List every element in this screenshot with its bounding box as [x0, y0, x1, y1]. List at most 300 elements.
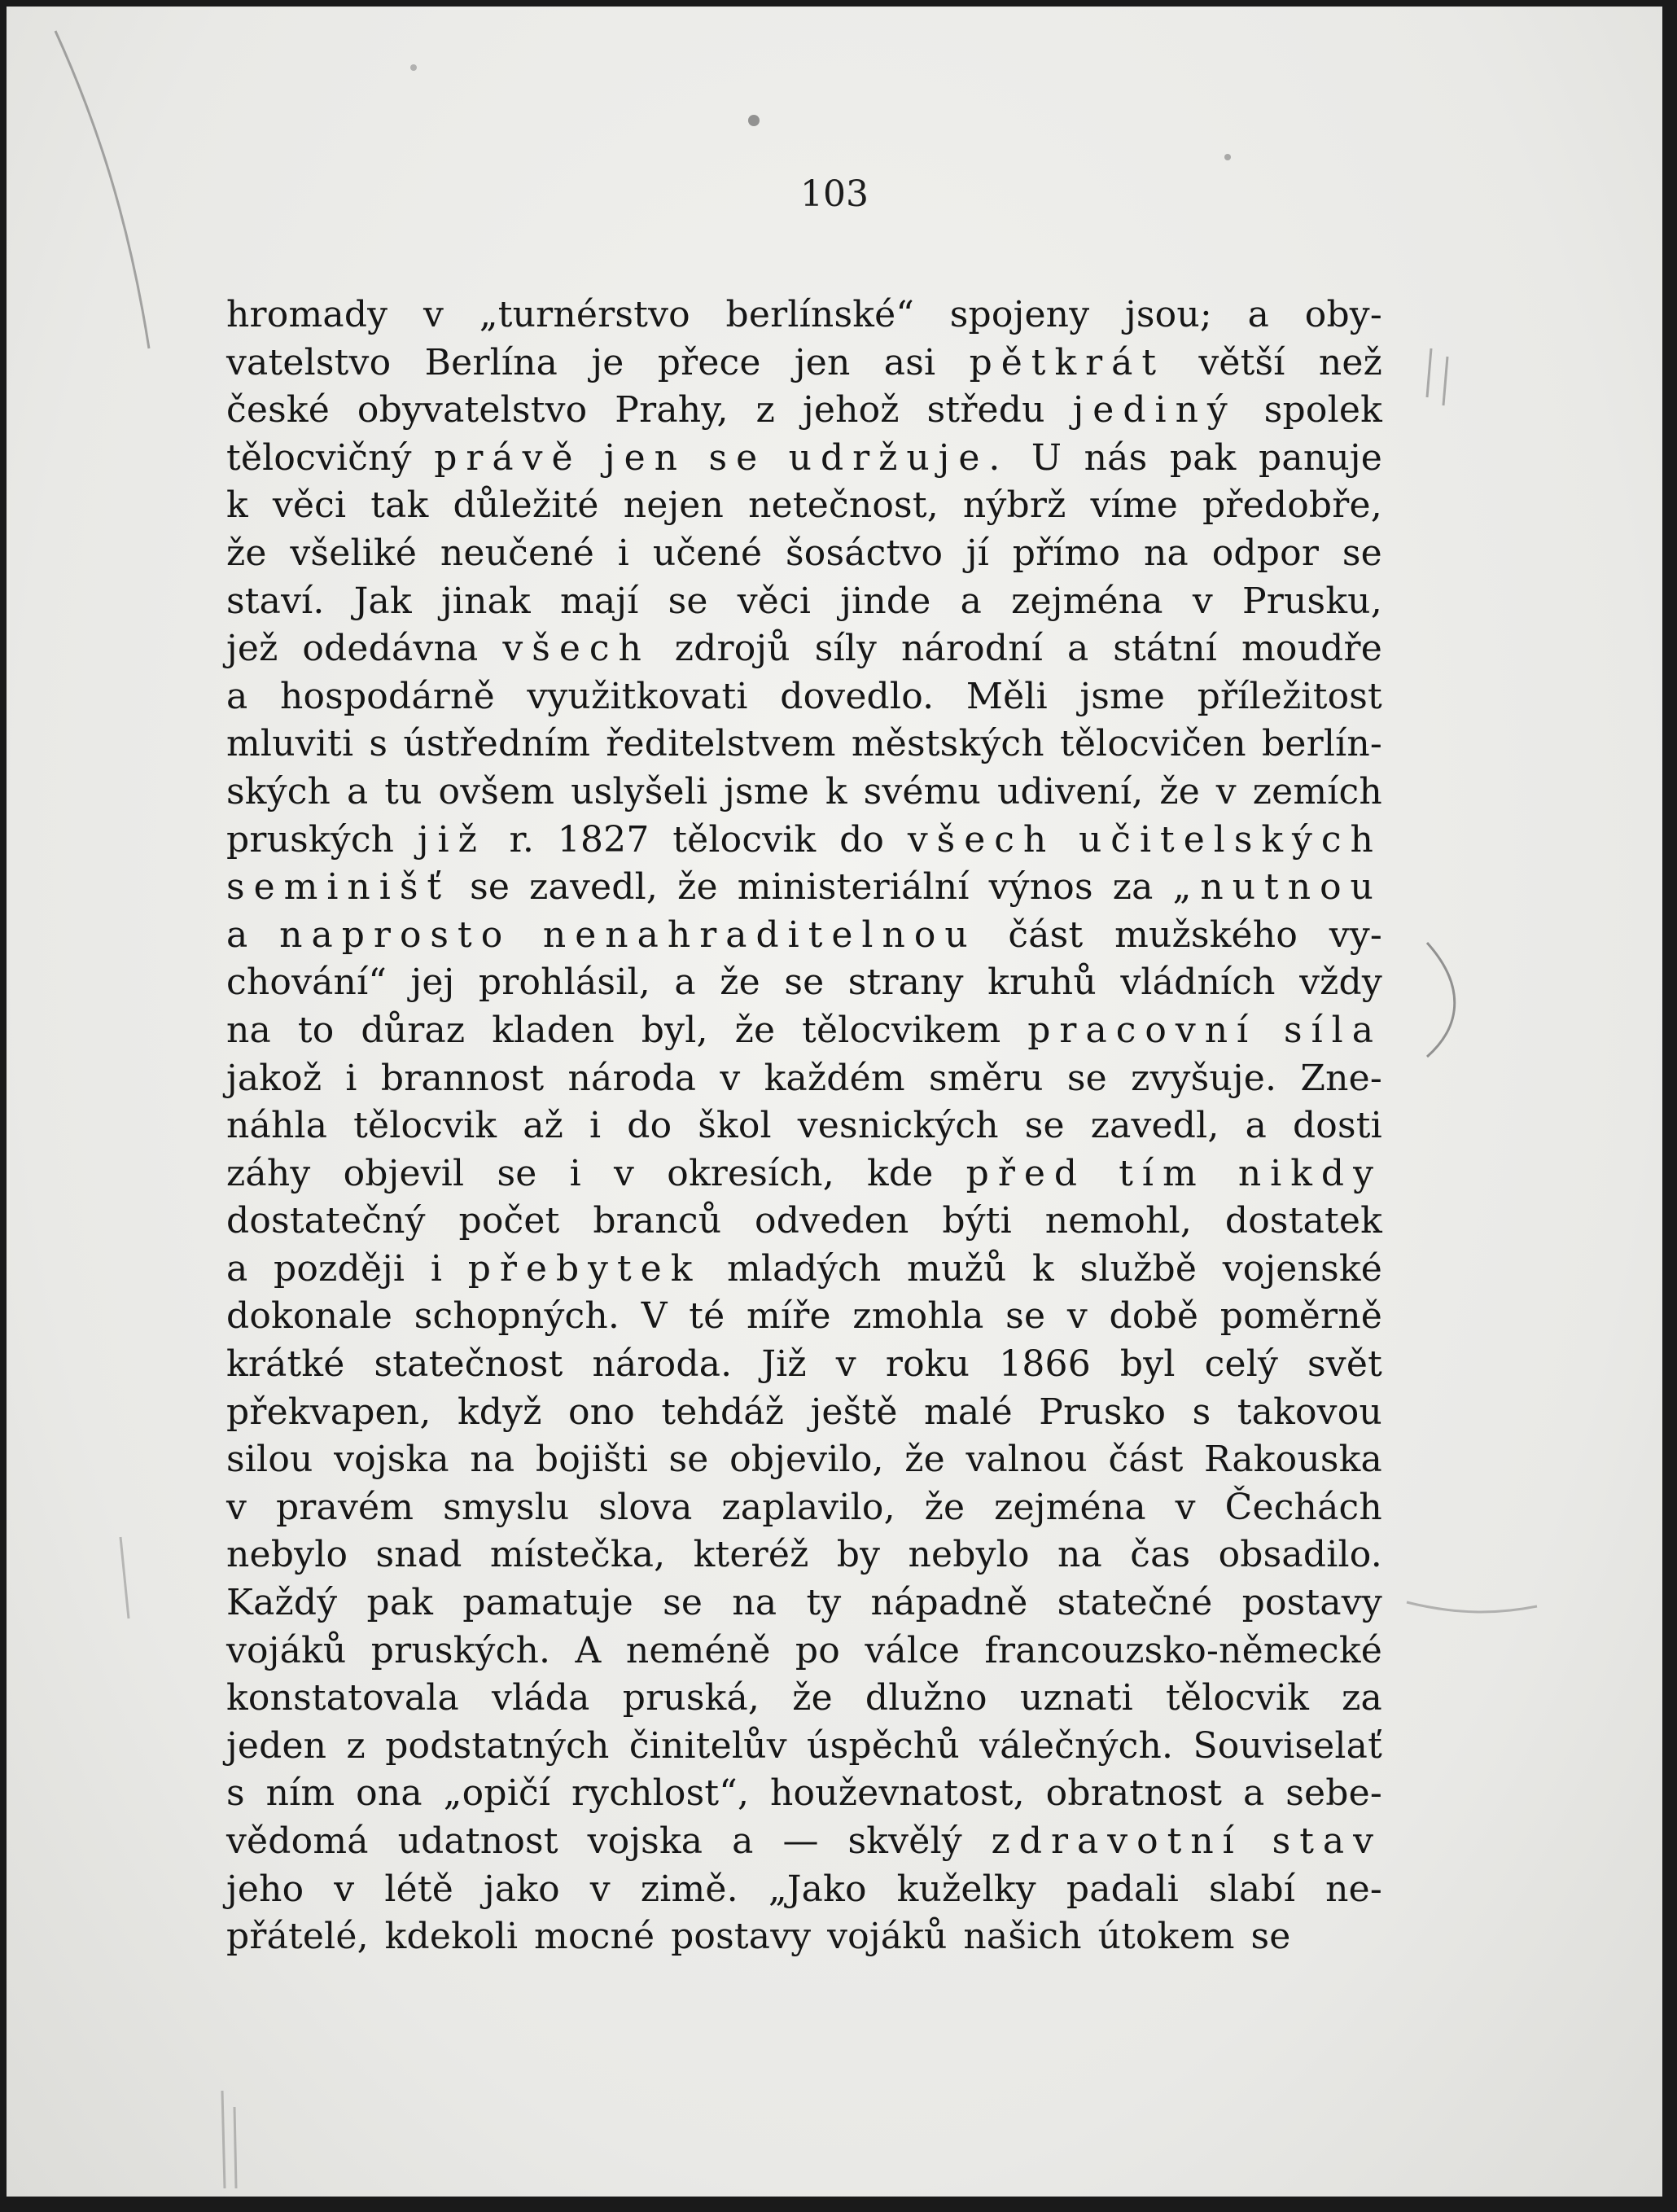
word: ty [806, 1582, 842, 1624]
word: v [423, 294, 444, 335]
word: jen [604, 436, 687, 479]
word: nikdy [1237, 1152, 1382, 1194]
word: dosti [1292, 1105, 1382, 1147]
word: se [784, 961, 825, 1004]
text-line [226, 1150, 1382, 1198]
word: byl, [641, 1009, 708, 1051]
text-line [226, 1389, 1382, 1437]
word: že [904, 1439, 945, 1481]
word: panuje [1259, 436, 1382, 479]
word: mužů [907, 1247, 1007, 1290]
word: byl [1119, 1343, 1176, 1386]
word: a [1245, 1105, 1267, 1147]
word: kdekoli [384, 1916, 519, 1958]
word: škol [698, 1105, 772, 1147]
word: a [1247, 294, 1270, 335]
word: mluviti [226, 723, 354, 765]
word: silou [226, 1439, 313, 1481]
word: zvyšuje. [1131, 1057, 1277, 1099]
text-line [226, 1770, 1382, 1818]
word: míře [747, 1295, 831, 1338]
word: Každý [226, 1582, 338, 1624]
word: že [792, 1677, 833, 1719]
word: válce [865, 1629, 961, 1671]
word: jí [965, 532, 990, 574]
word: Rakouska [1204, 1439, 1382, 1481]
word: skvělý [847, 1820, 962, 1862]
word: jež [226, 628, 278, 670]
word: neméně [625, 1629, 771, 1671]
word: nás [1084, 436, 1148, 479]
word: A [575, 1629, 602, 1671]
word: obratnost [1045, 1772, 1223, 1815]
word: odedávna [302, 628, 479, 670]
word: a [226, 1247, 248, 1290]
word: k [825, 770, 847, 813]
word: se [1250, 1916, 1291, 1958]
word: v [1192, 580, 1213, 622]
text-line [226, 1531, 1382, 1579]
word: až [523, 1105, 564, 1147]
word: kuželky [896, 1868, 1036, 1910]
word: Prusko [1039, 1391, 1167, 1433]
word: nápadně [870, 1582, 1028, 1624]
word: věci [737, 580, 812, 622]
word: za [1112, 866, 1154, 909]
word: právě [434, 436, 582, 479]
word: středu [926, 389, 1045, 431]
word: snad [375, 1534, 462, 1576]
word: i [345, 1057, 357, 1099]
text-line [226, 625, 1382, 673]
text-line [226, 1007, 1382, 1055]
word: 1827 [557, 818, 650, 861]
word: využitkovati [527, 675, 748, 717]
word: Berlína [424, 341, 558, 383]
word: létě [384, 1868, 453, 1910]
word: a [960, 580, 983, 622]
word: jakož [226, 1057, 322, 1099]
word: jeden [226, 1724, 327, 1767]
word: postavy [1241, 1582, 1382, 1624]
word: záhy [226, 1152, 311, 1194]
word: zmohla [852, 1295, 984, 1338]
word: když [457, 1391, 542, 1433]
word: v [1066, 1295, 1088, 1338]
word: ústředním [403, 723, 591, 765]
word: vládních [1120, 961, 1276, 1004]
word: rychlost“, [571, 1772, 750, 1815]
word: krátké [226, 1343, 345, 1386]
word: ředitelstvem [606, 723, 836, 765]
word: a [732, 1820, 754, 1862]
word: za [1342, 1677, 1382, 1719]
word: brannost [380, 1057, 545, 1099]
word: po [795, 1629, 840, 1671]
word: přebytek [467, 1247, 702, 1290]
word: „nutnou [1172, 866, 1382, 909]
word: dovedlo. [780, 675, 935, 717]
word: jen [794, 341, 851, 383]
word: udržuje. [788, 436, 1009, 479]
word: svět [1307, 1343, 1382, 1386]
word: šosáctvo [785, 532, 944, 574]
word: předobře, [1202, 484, 1382, 527]
word: Zne- [1300, 1057, 1382, 1099]
word: i [430, 1247, 443, 1290]
word: pětkrát [969, 341, 1166, 383]
word: ovšem [438, 770, 555, 813]
word: hospodárně [279, 675, 495, 717]
word: by [836, 1534, 881, 1576]
text-line [226, 339, 1382, 388]
word: „opičí [443, 1772, 551, 1815]
word: odveden [755, 1200, 909, 1242]
word: pamatuje [462, 1582, 633, 1624]
word: přece [657, 341, 761, 383]
word: a [226, 675, 248, 717]
word: jsou; [1125, 294, 1212, 335]
word: pravém [275, 1486, 414, 1528]
word: netečnost, [748, 484, 939, 527]
word: tělocvik [353, 1105, 497, 1147]
word: všech [907, 818, 1056, 861]
word: ministeriální [737, 866, 970, 909]
word: kde [867, 1152, 934, 1194]
text-line [226, 1675, 1382, 1723]
word: vojáků [226, 1629, 347, 1671]
word: učené [652, 532, 763, 574]
word: věci [272, 484, 347, 527]
word: uznati [1019, 1677, 1133, 1719]
word: dostatek [1224, 1200, 1382, 1242]
scanned-page [7, 7, 1662, 2197]
word: naprosto [279, 913, 512, 956]
word: že [720, 961, 760, 1004]
word: seminišť [226, 866, 451, 909]
word: mají [560, 580, 639, 622]
word: tím [1119, 1152, 1206, 1194]
word: úspěchů [807, 1724, 960, 1767]
word: to [297, 1009, 335, 1051]
text-line [226, 291, 1382, 339]
word: z [346, 1724, 366, 1767]
word: se [1024, 1105, 1065, 1147]
word: Jak [353, 580, 412, 622]
word: „Jako [768, 1868, 867, 1910]
text-line [226, 1913, 1382, 1961]
word: se [708, 436, 767, 479]
word: staví. [226, 580, 325, 622]
word: pak [1169, 436, 1237, 479]
word: i [617, 532, 630, 574]
word: konstatovala [226, 1677, 459, 1719]
text-line [226, 1246, 1382, 1294]
word: vědomá [226, 1820, 369, 1862]
word: síla [1284, 1009, 1382, 1051]
word: jako [483, 1868, 560, 1910]
word: nemohl, [1044, 1200, 1193, 1242]
word: schopných. [414, 1295, 620, 1338]
word: české [226, 389, 330, 431]
word: víme [1090, 484, 1178, 527]
word: padali [1066, 1868, 1179, 1910]
word: — [782, 1820, 819, 1862]
text-line [226, 1436, 1382, 1484]
page-number: 103 [800, 173, 869, 215]
word: malé [923, 1391, 1013, 1433]
word: nebylo [908, 1534, 1030, 1576]
word: ona [356, 1772, 423, 1815]
word: že [924, 1486, 965, 1528]
word: státní [1113, 628, 1218, 670]
word: učitelských [1078, 818, 1382, 861]
word: „turnérstvo [479, 294, 690, 335]
text-line [226, 1293, 1382, 1341]
word: že [226, 532, 267, 574]
word: v [589, 1868, 611, 1910]
word: spolek [1263, 389, 1382, 431]
word: stav [1272, 1820, 1382, 1862]
word: jehož [803, 389, 900, 431]
word: našich [963, 1916, 1082, 1958]
word: důraz [361, 1009, 466, 1051]
word: v [614, 1152, 635, 1194]
word: jediný [1072, 389, 1237, 431]
word: sebe- [1285, 1772, 1382, 1815]
word: spojeny [949, 294, 1090, 335]
word: udatnost [397, 1820, 558, 1862]
word: francouzsko-německé [984, 1629, 1382, 1671]
word: houževnatost, [769, 1772, 1025, 1815]
word: vy- [1329, 913, 1382, 956]
word: Čechách [1224, 1486, 1382, 1528]
word: že [677, 866, 718, 909]
word: přímo [1012, 532, 1121, 574]
word: U [1031, 436, 1062, 479]
word: berlínské“ [725, 294, 915, 335]
word: Měli [965, 675, 1048, 717]
word: nebylo [226, 1534, 348, 1576]
word: s [1192, 1391, 1211, 1433]
word: národa. [592, 1343, 733, 1386]
word: uslyšeli [571, 770, 708, 813]
word: dostatečný [226, 1200, 426, 1242]
word: síly [814, 628, 878, 670]
word: jsme [724, 770, 809, 813]
word: jinde [840, 580, 931, 622]
word: kruhů [987, 961, 1097, 1004]
word: službě [1079, 1247, 1198, 1290]
word: zemích [1252, 770, 1382, 813]
word: tak [370, 484, 429, 527]
word: celý [1204, 1343, 1279, 1386]
word: na [226, 1009, 271, 1051]
word: době [1109, 1295, 1199, 1338]
word: nejen [623, 484, 725, 527]
text-line [226, 959, 1382, 1007]
word: neučené [440, 532, 595, 574]
text-line [226, 769, 1382, 817]
word: zejména [1011, 580, 1163, 622]
word: v [334, 1868, 355, 1910]
word: později [274, 1247, 405, 1290]
word: i [569, 1152, 581, 1194]
text-line [226, 1484, 1382, 1532]
word: Prahy, [615, 389, 729, 431]
word: podstatných [385, 1724, 610, 1767]
word: poměrně [1219, 1295, 1382, 1338]
word: kladen [492, 1009, 615, 1051]
word: vesnických [797, 1105, 999, 1147]
word: důležité [453, 484, 599, 527]
word: vojska [587, 1820, 703, 1862]
word: s [369, 723, 388, 765]
word: okresích, [667, 1152, 834, 1194]
body-text [226, 291, 1382, 1961]
word: odpor [1211, 532, 1320, 574]
word: k [226, 484, 248, 527]
word: dlužno [865, 1677, 987, 1719]
word: postavy [671, 1916, 812, 1958]
text-line [226, 578, 1382, 626]
word: vojska [334, 1439, 449, 1481]
word: strany [847, 961, 964, 1004]
word: zdrojů [674, 628, 790, 670]
word: branců [593, 1200, 722, 1242]
word: zavedl, [529, 866, 659, 909]
text-line [226, 435, 1382, 483]
word: slabí [1208, 1868, 1296, 1910]
word: pak [366, 1582, 434, 1624]
word: mužského [1114, 913, 1298, 956]
text-line [226, 1198, 1382, 1246]
word: Již [761, 1343, 807, 1386]
text-line [226, 673, 1382, 721]
word: mladých [726, 1247, 882, 1290]
word: vatelstvo [226, 341, 392, 383]
word: v [226, 1486, 247, 1528]
word: na [470, 1439, 515, 1481]
word: než [1318, 341, 1382, 383]
text-line [226, 530, 1382, 578]
word: v [835, 1343, 856, 1386]
word: 1866 [999, 1343, 1091, 1386]
word: činitelův [628, 1724, 787, 1767]
word: vždy [1299, 961, 1382, 1004]
word: se [470, 866, 510, 909]
word: se [1342, 532, 1382, 574]
word: zaplavilo, [721, 1486, 895, 1528]
word: jsme [1079, 675, 1166, 717]
word: tělocvikem [802, 1009, 1001, 1051]
word: národa [567, 1057, 697, 1099]
word: v [1215, 770, 1237, 813]
word: na [1057, 1534, 1102, 1576]
word: tehdáž [661, 1391, 785, 1433]
word: se [663, 1582, 703, 1624]
word: bojišti [535, 1439, 648, 1481]
word: nýbrž [962, 484, 1066, 527]
word: dokonale [226, 1295, 393, 1338]
word: ských [226, 770, 331, 813]
word: slova [598, 1486, 693, 1528]
word: a [674, 961, 696, 1004]
word: býti [942, 1200, 1012, 1242]
word: asi [883, 341, 936, 383]
text-line [226, 1055, 1382, 1103]
text-line [226, 1818, 1382, 1866]
word: chování“ [226, 961, 388, 1004]
word: že [734, 1009, 776, 1051]
text-line [226, 1723, 1382, 1771]
word: na [1144, 532, 1189, 574]
word: tělocvičný [226, 436, 412, 479]
word: již [417, 818, 486, 861]
word: Prusku, [1241, 580, 1382, 622]
word: místečka, [489, 1534, 666, 1576]
word: valnou [965, 1439, 1088, 1481]
word: před [965, 1152, 1087, 1194]
word: výnos [988, 866, 1093, 909]
word: náhla [226, 1105, 328, 1147]
word: roku [885, 1343, 970, 1386]
word: část [1108, 1439, 1184, 1481]
word: počet [458, 1200, 560, 1242]
word: obyvatelstvo [357, 389, 588, 431]
word: smyslu [443, 1486, 570, 1528]
word: všech [502, 628, 650, 670]
word: nenahraditelnou [542, 913, 977, 956]
word: válečných. [979, 1724, 1174, 1767]
text-line [226, 387, 1382, 435]
word: vláda [492, 1677, 590, 1719]
word: zimě. [640, 1868, 738, 1910]
word: ono [568, 1391, 635, 1433]
word: ne- [1325, 1868, 1382, 1910]
word: a [1242, 1772, 1265, 1815]
word: městských [851, 723, 1044, 765]
word: v [1175, 1486, 1196, 1528]
word: objevilo, [729, 1439, 884, 1481]
word: útokem [1097, 1916, 1235, 1958]
word: pruská, [622, 1677, 760, 1719]
word: přátelé, [226, 1916, 369, 1958]
word: jeho [226, 1868, 304, 1910]
word: se [1066, 1057, 1107, 1099]
word: kteréž [693, 1534, 809, 1576]
text-line [226, 1866, 1382, 1914]
word: na [732, 1582, 777, 1624]
word: tělocvičen [1059, 723, 1246, 765]
word: každém [764, 1057, 905, 1099]
word: že [1159, 770, 1200, 813]
word: z [755, 389, 776, 431]
word: takovou [1237, 1391, 1382, 1433]
word: pracovní [1027, 1009, 1258, 1051]
word: a [1066, 628, 1089, 670]
word: tu [384, 770, 423, 813]
word: mocné [534, 1916, 655, 1958]
word: obsadilo. [1218, 1534, 1382, 1576]
word: příležitost [1197, 675, 1382, 717]
word: Souviselať [1193, 1724, 1382, 1767]
word: se [668, 580, 708, 622]
word: směru [928, 1057, 1044, 1099]
word: té [689, 1295, 725, 1338]
word: i [589, 1105, 602, 1147]
text-line [226, 817, 1382, 865]
